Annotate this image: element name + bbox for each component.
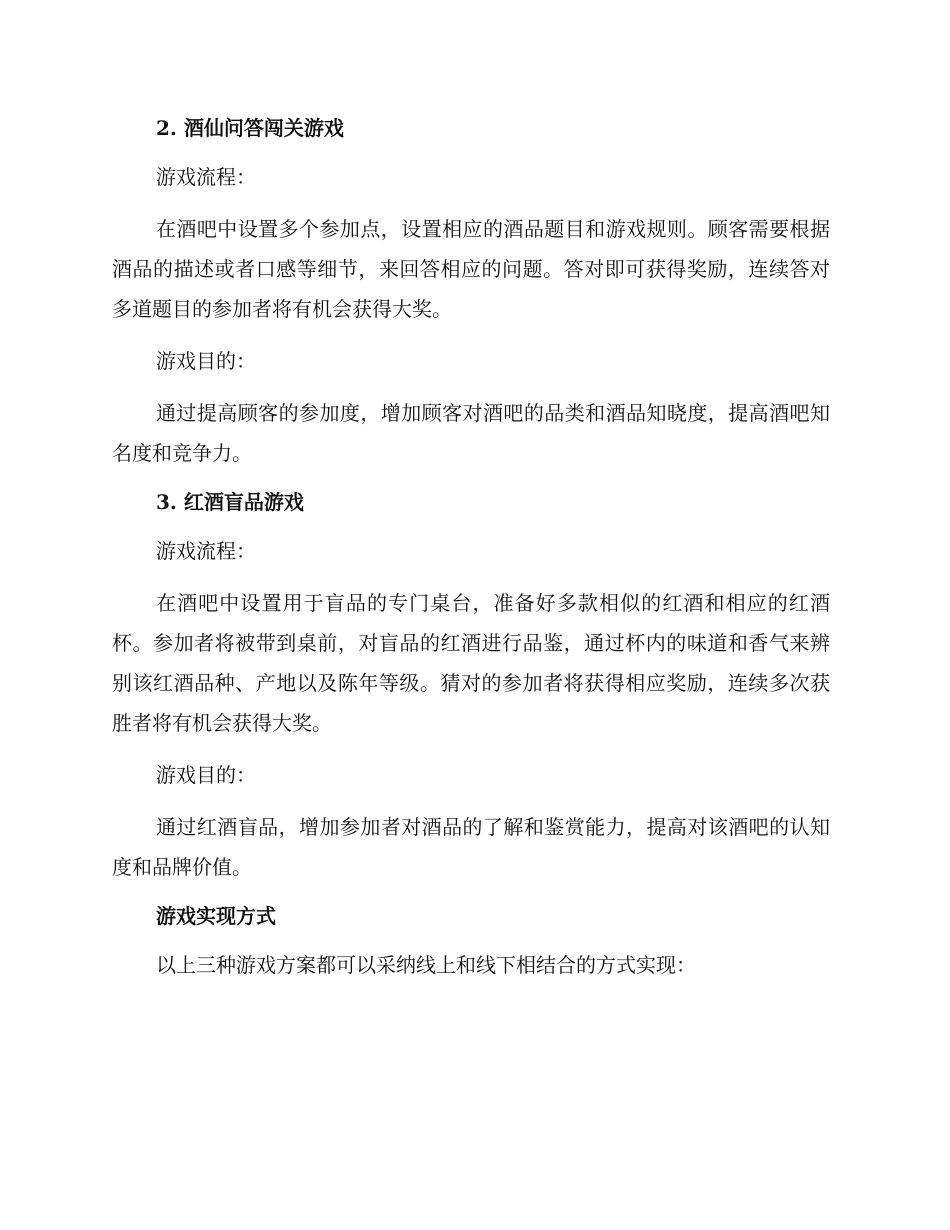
section-heading: 2. 酒仙问答闯关游戏 <box>156 116 344 140</box>
section-wine-tasting-game <box>112 488 830 887</box>
goal-label: 游戏目的： <box>156 349 256 373</box>
document-body <box>112 114 830 985</box>
implementation-paragraph: 以上三种游戏方案都可以采纳线上和线下相结合的方式实现： <box>156 953 696 977</box>
section-heading: 游戏实现方式 <box>156 904 276 928</box>
flow-label: 游戏流程： <box>156 539 256 563</box>
flow-paragraph: 在酒吧中设置用于盲品的专门桌台，准备好多款相似的红酒和相应的红酒杯。参加者将被带到桌前，对盲品的红酒进行品鉴，通过杯内的味道和香气来辨别该红酒品种、产地以及陈年等级。猜对的参加者将获得相应奖励，连续多次获胜者将有机会获得大奖。 <box>112 591 830 735</box>
section-heading: 3. 红酒盲品游戏 <box>156 490 304 514</box>
section-quiz-game <box>112 114 830 473</box>
goal-paragraph: 通过红酒盲品，增加参加者对酒品的了解和鉴赏能力，提高对该酒吧的认知度和品牌价值。 <box>112 815 830 879</box>
flow-paragraph: 在酒吧中设置多个参加点，设置相应的酒品题目和游戏规则。顾客需要根据酒品的描述或者口感等细节，来回答相应的问题。答对即可获得奖励，连续答对多道题目的参加者将有机会获得大奖。 <box>112 217 830 321</box>
section-implementation <box>112 902 830 985</box>
goal-label: 游戏目的： <box>156 763 256 787</box>
goal-paragraph: 通过提高顾客的参加度，增加顾客对酒吧的品类和酒品知晓度，提高酒吧知名度和竞争力。 <box>112 401 830 465</box>
flow-label: 游戏流程： <box>156 165 256 189</box>
